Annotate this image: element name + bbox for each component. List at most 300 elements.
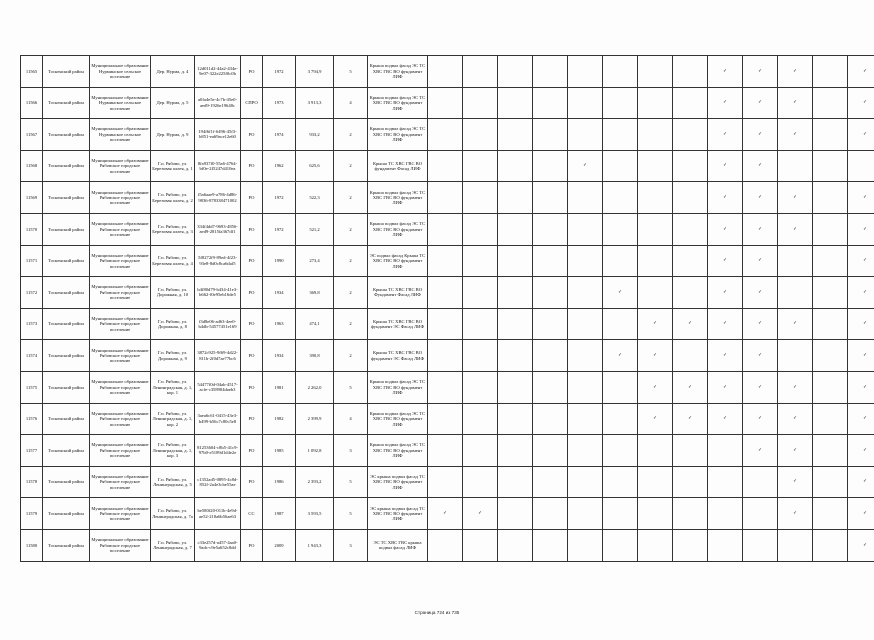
work-check-cell [568, 371, 603, 403]
check-mark-icon: ✓ [478, 510, 482, 516]
floors-cell: 2 [334, 150, 368, 182]
check-mark-icon: ✓ [653, 321, 657, 327]
check-mark-icon: ✓ [758, 131, 762, 137]
district-cell: Тосненский район [43, 150, 90, 182]
work-check-cell [673, 498, 708, 530]
work-check-cell [568, 87, 603, 119]
check-mark-icon: ✓ [653, 352, 657, 358]
area-cell: 390,8 [296, 340, 334, 372]
work-check-cell [743, 87, 778, 119]
register-table [20, 55, 874, 562]
check-mark-icon: ✓ [863, 100, 867, 106]
check-mark-icon: ✓ [863, 289, 867, 295]
work-check-cell [428, 435, 463, 467]
work-check-cell [638, 340, 673, 372]
area-cell: 522,3 [296, 182, 334, 214]
work-check-cell [778, 371, 813, 403]
type-cell: РО [241, 119, 263, 151]
area-cell: 3 794,9 [296, 56, 334, 88]
work-check-cell [463, 87, 498, 119]
table-row [21, 182, 874, 214]
work-check-cell [463, 435, 498, 467]
table-row [21, 308, 874, 340]
work-check-cell [498, 87, 533, 119]
address-cell: Г.п. Рябово, ул. Ленинградская, д. 7 [151, 529, 195, 561]
floors-cell: 5 [334, 498, 368, 530]
floors-cell: 2 [334, 277, 368, 309]
address-cell: Г.п. Рябово, ул. Дорожная, д. 9 [151, 340, 195, 372]
check-mark-icon: ✓ [793, 447, 797, 453]
work-check-cell [813, 119, 848, 151]
work-check-cell [428, 213, 463, 245]
work-check-cell [813, 213, 848, 245]
work-check-cell [813, 245, 848, 277]
work-check-cell [498, 466, 533, 498]
work-check-cell [743, 529, 778, 561]
works-cell: ЭС крыша подвал фасад ТС ХВС ГВС ВО фундамент ЛИФ [368, 498, 428, 530]
year-cell: 1990 [263, 245, 296, 277]
type-cell: СПРО [241, 87, 263, 119]
uid-cell: 54477f0d-04ab-4517-acfe-c358904daeb3 [195, 371, 241, 403]
works-cell: Крыша подвал фасад ЭС ТС ХВС ГВС ВО фундамент ЛИФ [368, 119, 428, 151]
work-check-cell [708, 435, 743, 467]
check-mark-icon: ✓ [863, 479, 867, 485]
works-cell: ЭС подвал фасад Крыша ТС ХВС ГВС ВО фундамент ЛИФ [368, 245, 428, 277]
year-cell: 2009 [263, 529, 296, 561]
work-check-cell [673, 466, 708, 498]
uid-cell: 8fa937f0-55a6-4764-bf0e-2f5247d410ea [195, 150, 241, 182]
table-row [21, 466, 874, 498]
floors-cell: 4 [334, 87, 368, 119]
floors-cell: 2 [334, 245, 368, 277]
work-check-cell [603, 150, 638, 182]
work-check-cell [498, 150, 533, 182]
work-check-cell [498, 403, 533, 435]
district-cell: Тосненский район [43, 245, 90, 277]
id-cell: 11576 [21, 403, 43, 435]
check-mark-icon: ✓ [793, 321, 797, 327]
check-mark-icon: ✓ [758, 289, 762, 295]
type-cell: СС [241, 498, 263, 530]
work-check-cell [673, 277, 708, 309]
work-check-cell [813, 435, 848, 467]
work-check-cell [813, 403, 848, 435]
municipality-cell: Муниципальное образование Рябовское городское поселение [90, 245, 151, 277]
area-cell: 521,2 [296, 213, 334, 245]
address-cell: Г.п. Рябово, ул. Ленинградская, д. 1, кор. 1 [151, 371, 195, 403]
uid-cell: a0fa4e5e-4c7b-45e0-aed9-1926e19648c [195, 87, 241, 119]
work-check-cell [813, 277, 848, 309]
year-cell: 1986 [263, 466, 296, 498]
district-cell: Тосненский район [43, 371, 90, 403]
work-check-cell [848, 308, 874, 340]
municipality-cell: Муниципальное образование Рябовское городское поселение [90, 435, 151, 467]
work-check-cell [498, 182, 533, 214]
uid-cell: f5a6aae9-a786-4d86-9836-878338471002 [195, 182, 241, 214]
area-cell: 933,2 [296, 119, 334, 151]
year-cell: 1934 [263, 340, 296, 372]
work-check-cell [603, 56, 638, 88]
work-check-cell [708, 371, 743, 403]
work-check-cell [603, 87, 638, 119]
id-cell: 11574 [21, 340, 43, 372]
area-cell: 273,4 [296, 245, 334, 277]
work-check-cell [743, 119, 778, 151]
work-check-cell [743, 340, 778, 372]
work-check-cell [848, 498, 874, 530]
work-check-cell [673, 435, 708, 467]
work-check-cell [743, 371, 778, 403]
district-cell: Тосненский район [43, 213, 90, 245]
address-cell: Г.п. Рябово, ул. Дорожная, д. 10 [151, 277, 195, 309]
work-check-cell [533, 56, 568, 88]
table-row [21, 56, 874, 88]
work-check-cell [463, 56, 498, 88]
work-check-cell [428, 245, 463, 277]
type-cell: РО [241, 245, 263, 277]
work-check-cell [813, 466, 848, 498]
district-cell: Тосненский район [43, 277, 90, 309]
work-check-cell [603, 498, 638, 530]
address-cell: Г.п. Рябово, ул. Березовая аллея, д. 2 [151, 182, 195, 214]
address-cell: Дер. Нурма, д. 4 [151, 56, 195, 88]
work-check-cell [708, 529, 743, 561]
work-check-cell [778, 308, 813, 340]
uid-cell: be580f20-011b-4e9d-ae52-218a6b56ae63 [195, 498, 241, 530]
work-check-cell [533, 498, 568, 530]
work-check-cell [848, 119, 874, 151]
work-check-cell [638, 308, 673, 340]
check-mark-icon: ✓ [758, 384, 762, 390]
check-mark-icon: ✓ [723, 384, 727, 390]
check-mark-icon: ✓ [863, 384, 867, 390]
year-cell: 1972 [263, 182, 296, 214]
works-cell: ЭС ТС ХВС ГВС крыша подвал фасад ЛИФ [368, 529, 428, 561]
work-check-cell [848, 182, 874, 214]
work-check-cell [463, 498, 498, 530]
work-check-cell [708, 308, 743, 340]
work-check-cell [428, 119, 463, 151]
check-mark-icon: ✓ [723, 416, 727, 422]
work-check-cell [603, 371, 638, 403]
work-check-cell [603, 213, 638, 245]
work-check-cell [638, 150, 673, 182]
work-check-cell [708, 119, 743, 151]
work-check-cell [463, 371, 498, 403]
work-check-cell [533, 87, 568, 119]
work-check-cell [463, 466, 498, 498]
work-check-cell [428, 498, 463, 530]
work-check-cell [743, 245, 778, 277]
district-cell: Тосненский район [43, 403, 90, 435]
check-mark-icon: ✓ [723, 131, 727, 137]
type-cell: РО [241, 213, 263, 245]
work-check-cell [848, 245, 874, 277]
work-check-cell [463, 340, 498, 372]
work-check-cell [533, 435, 568, 467]
work-check-cell [533, 150, 568, 182]
work-check-cell [778, 340, 813, 372]
table-row [21, 213, 874, 245]
municipality-cell: Муниципальное образование Рябовское городское поселение [90, 466, 151, 498]
district-cell: Тосненский район [43, 308, 90, 340]
work-check-cell [813, 56, 848, 88]
floors-cell: 2 [334, 308, 368, 340]
work-check-cell [708, 466, 743, 498]
area-cell: 2 262,0 [296, 371, 334, 403]
work-check-cell [673, 119, 708, 151]
work-check-cell [603, 308, 638, 340]
type-cell: РО [241, 182, 263, 214]
work-check-cell [778, 182, 813, 214]
floors-cell: 5 [334, 56, 368, 88]
type-cell: РО [241, 277, 263, 309]
uid-cell: 334f4dd7-9693-4856-aed9-2815fa367df1 [195, 213, 241, 245]
work-check-cell [498, 119, 533, 151]
check-mark-icon: ✓ [863, 510, 867, 516]
year-cell: 1972 [263, 213, 296, 245]
work-check-cell [673, 150, 708, 182]
work-check-cell [638, 371, 673, 403]
work-check-cell [673, 213, 708, 245]
work-check-cell [603, 340, 638, 372]
work-check-cell [848, 466, 874, 498]
work-check-cell [848, 371, 874, 403]
municipality-cell: Муниципальное образование Нурминское сельское поселение [90, 87, 151, 119]
area-cell: 1 943,3 [296, 529, 334, 561]
id-cell: 11580 [21, 529, 43, 561]
type-cell: РО [241, 466, 263, 498]
work-check-cell [638, 529, 673, 561]
work-check-cell [428, 56, 463, 88]
work-check-cell [568, 245, 603, 277]
check-mark-icon: ✓ [723, 226, 727, 232]
uid-cell: c1352ad5-0895-4c8d-852f-2a4e3cbe55ae [195, 466, 241, 498]
work-check-cell [813, 340, 848, 372]
municipality-cell: Муниципальное образование Рябовское городское поселение [90, 403, 151, 435]
id-cell: 11578 [21, 466, 43, 498]
work-check-cell [463, 182, 498, 214]
register-rows [21, 56, 874, 562]
work-check-cell [708, 56, 743, 88]
work-check-cell [778, 245, 813, 277]
check-mark-icon: ✓ [723, 194, 727, 200]
check-mark-icon: ✓ [863, 352, 867, 358]
municipality-cell: Муниципальное образование Рябовское городское поселение [90, 308, 151, 340]
work-check-cell [673, 340, 708, 372]
check-mark-icon: ✓ [723, 321, 727, 327]
municipality-cell: Муниципальное образование Рябовское городское поселение [90, 277, 151, 309]
work-check-cell [638, 245, 673, 277]
check-mark-icon: ✓ [723, 289, 727, 295]
work-check-cell [568, 119, 603, 151]
work-check-cell [533, 529, 568, 561]
work-check-cell [533, 466, 568, 498]
work-check-cell [673, 182, 708, 214]
check-mark-icon: ✓ [863, 131, 867, 137]
district-cell: Тосненский район [43, 87, 90, 119]
address-cell: Г.п. Рябово, ул. Березовая аллея, д. 1 [151, 150, 195, 182]
check-mark-icon: ✓ [793, 226, 797, 232]
works-cell: ЭС крыша подвал фасад ТС ХВС ГВС ВО фундамент ЛИФ [368, 466, 428, 498]
work-check-cell [568, 150, 603, 182]
check-mark-icon: ✓ [723, 163, 727, 169]
work-check-cell [638, 435, 673, 467]
work-check-cell [603, 435, 638, 467]
work-check-cell [848, 529, 874, 561]
work-check-cell [638, 498, 673, 530]
id-cell: 11575 [21, 371, 43, 403]
address-cell: Г.п. Рябово, ул. Березовая аллея, д. 3 [151, 213, 195, 245]
work-check-cell [533, 277, 568, 309]
work-check-cell [498, 277, 533, 309]
work-check-cell [568, 340, 603, 372]
check-mark-icon: ✓ [618, 352, 622, 358]
check-mark-icon: ✓ [723, 352, 727, 358]
table-row [21, 529, 874, 561]
work-check-cell [638, 119, 673, 151]
work-check-cell [848, 435, 874, 467]
work-check-cell [708, 213, 743, 245]
work-check-cell [743, 403, 778, 435]
work-check-cell [813, 308, 848, 340]
work-check-cell [813, 529, 848, 561]
address-cell: Г.п. Рябово, ул. Ленинградская, д. 1, кор. 3 [151, 435, 195, 467]
work-check-cell [673, 308, 708, 340]
floors-cell: 5 [334, 466, 368, 498]
type-cell: РО [241, 308, 263, 340]
work-check-cell [533, 213, 568, 245]
work-check-cell [813, 87, 848, 119]
address-cell: Г.п. Рябово, ул. Ленинградская, д. 5 [151, 466, 195, 498]
uid-cell: 81253604-c8b5-41c9-97b0-e5189d1d4e2e [195, 435, 241, 467]
works-cell: Крыша подвал фасад ЭС ТС ХВС ГВС ВО фундамент ЛИФ [368, 213, 428, 245]
year-cell: 1963 [263, 308, 296, 340]
work-check-cell [603, 182, 638, 214]
address-cell: Г.п. Рябово, ул. Дорожная, д. 8 [151, 308, 195, 340]
work-check-cell [463, 277, 498, 309]
uid-cell: 12d011d2-44a2-434e-9e07-322e225f0c0b [195, 56, 241, 88]
id-cell: 11572 [21, 277, 43, 309]
municipality-cell: Муниципальное образование Нурминское сельское поселение [90, 56, 151, 88]
table-row [21, 371, 874, 403]
table-row [21, 277, 874, 309]
id-cell: 11573 [21, 308, 43, 340]
check-mark-icon: ✓ [758, 352, 762, 358]
year-cell: 1934 [263, 277, 296, 309]
work-check-cell [568, 182, 603, 214]
work-check-cell [603, 245, 638, 277]
check-mark-icon: ✓ [758, 194, 762, 200]
check-mark-icon: ✓ [688, 321, 692, 327]
work-check-cell [568, 529, 603, 561]
floors-cell: 2 [334, 119, 368, 151]
work-check-cell [638, 56, 673, 88]
address-cell: Дер. Нурма, д. 9 [151, 119, 195, 151]
check-mark-icon: ✓ [618, 289, 622, 295]
work-check-cell [498, 56, 533, 88]
municipality-cell: Муниципальное образование Нурминское сельское поселение [90, 119, 151, 151]
check-mark-icon: ✓ [863, 416, 867, 422]
work-check-cell [568, 498, 603, 530]
work-check-cell [673, 529, 708, 561]
work-check-cell [533, 308, 568, 340]
work-check-cell [568, 277, 603, 309]
work-check-cell [848, 277, 874, 309]
work-check-cell [533, 371, 568, 403]
floors-cell: 5 [334, 371, 368, 403]
work-check-cell [708, 182, 743, 214]
address-cell: Дер. Нурма, д. 5 [151, 87, 195, 119]
check-mark-icon: ✓ [863, 321, 867, 327]
work-check-cell [498, 371, 533, 403]
check-mark-icon: ✓ [583, 163, 587, 169]
address-cell: Г.п. Рябово, ул. Ленинградская, д. 7а [151, 498, 195, 530]
area-cell: 474,1 [296, 308, 334, 340]
works-cell: Крыша подвал фасад ЭС ТС ХВС ГВС ВО фундамент ЛИФ [368, 56, 428, 88]
work-check-cell [533, 403, 568, 435]
table-row [21, 340, 874, 372]
check-mark-icon: ✓ [793, 194, 797, 200]
table-row [21, 403, 874, 435]
work-check-cell [638, 403, 673, 435]
floors-cell: 2 [334, 182, 368, 214]
municipality-cell: Муниципальное образование Рябовское городское поселение [90, 182, 151, 214]
id-cell: 11566 [21, 87, 43, 119]
district-cell: Тосненский район [43, 435, 90, 467]
work-check-cell [498, 498, 533, 530]
work-check-cell [533, 182, 568, 214]
work-check-cell [708, 87, 743, 119]
type-cell: РО [241, 371, 263, 403]
check-mark-icon: ✓ [793, 384, 797, 390]
id-cell: 11565 [21, 56, 43, 88]
page-footer: Страница 724 из 735 [414, 610, 460, 615]
table-row [21, 150, 874, 182]
work-check-cell [673, 56, 708, 88]
id-cell: 11569 [21, 182, 43, 214]
work-check-cell [533, 340, 568, 372]
address-cell: Г.п. Рябово, ул. Ленинградская, д. 1, кор. 2 [151, 403, 195, 435]
floors-cell: 4 [334, 403, 368, 435]
uid-cell: f3d8e06-ad63-4ee0-b4db-54577451e169 [195, 308, 241, 340]
check-mark-icon: ✓ [723, 68, 727, 74]
works-cell: Крыша подвал фасад ЭС ТС ХВС ГВС ВО фундамент ЛИФ [368, 182, 428, 214]
work-check-cell [463, 529, 498, 561]
check-mark-icon: ✓ [758, 100, 762, 106]
municipality-cell: Муниципальное образование Рябовское городское поселение [90, 340, 151, 372]
work-check-cell [708, 277, 743, 309]
floors-cell: 2 [334, 340, 368, 372]
check-mark-icon: ✓ [793, 131, 797, 137]
district-cell: Тосненский район [43, 498, 90, 530]
work-check-cell [848, 403, 874, 435]
area-cell: 625,6 [296, 150, 334, 182]
works-cell: Крыша подвал фасад ЭС ТС ХВС ГВС ВО фундамент ЛИФ [368, 403, 428, 435]
table-row [21, 498, 874, 530]
work-check-cell [848, 213, 874, 245]
check-mark-icon: ✓ [863, 542, 867, 548]
district-cell: Тосненский район [43, 466, 90, 498]
district-cell: Тосненский район [43, 119, 90, 151]
year-cell: 1974 [263, 119, 296, 151]
work-check-cell [848, 150, 874, 182]
work-check-cell [428, 371, 463, 403]
area-cell: 3 593,5 [296, 498, 334, 530]
id-cell: 11577 [21, 435, 43, 467]
check-mark-icon: ✓ [863, 68, 867, 74]
work-check-cell [568, 435, 603, 467]
